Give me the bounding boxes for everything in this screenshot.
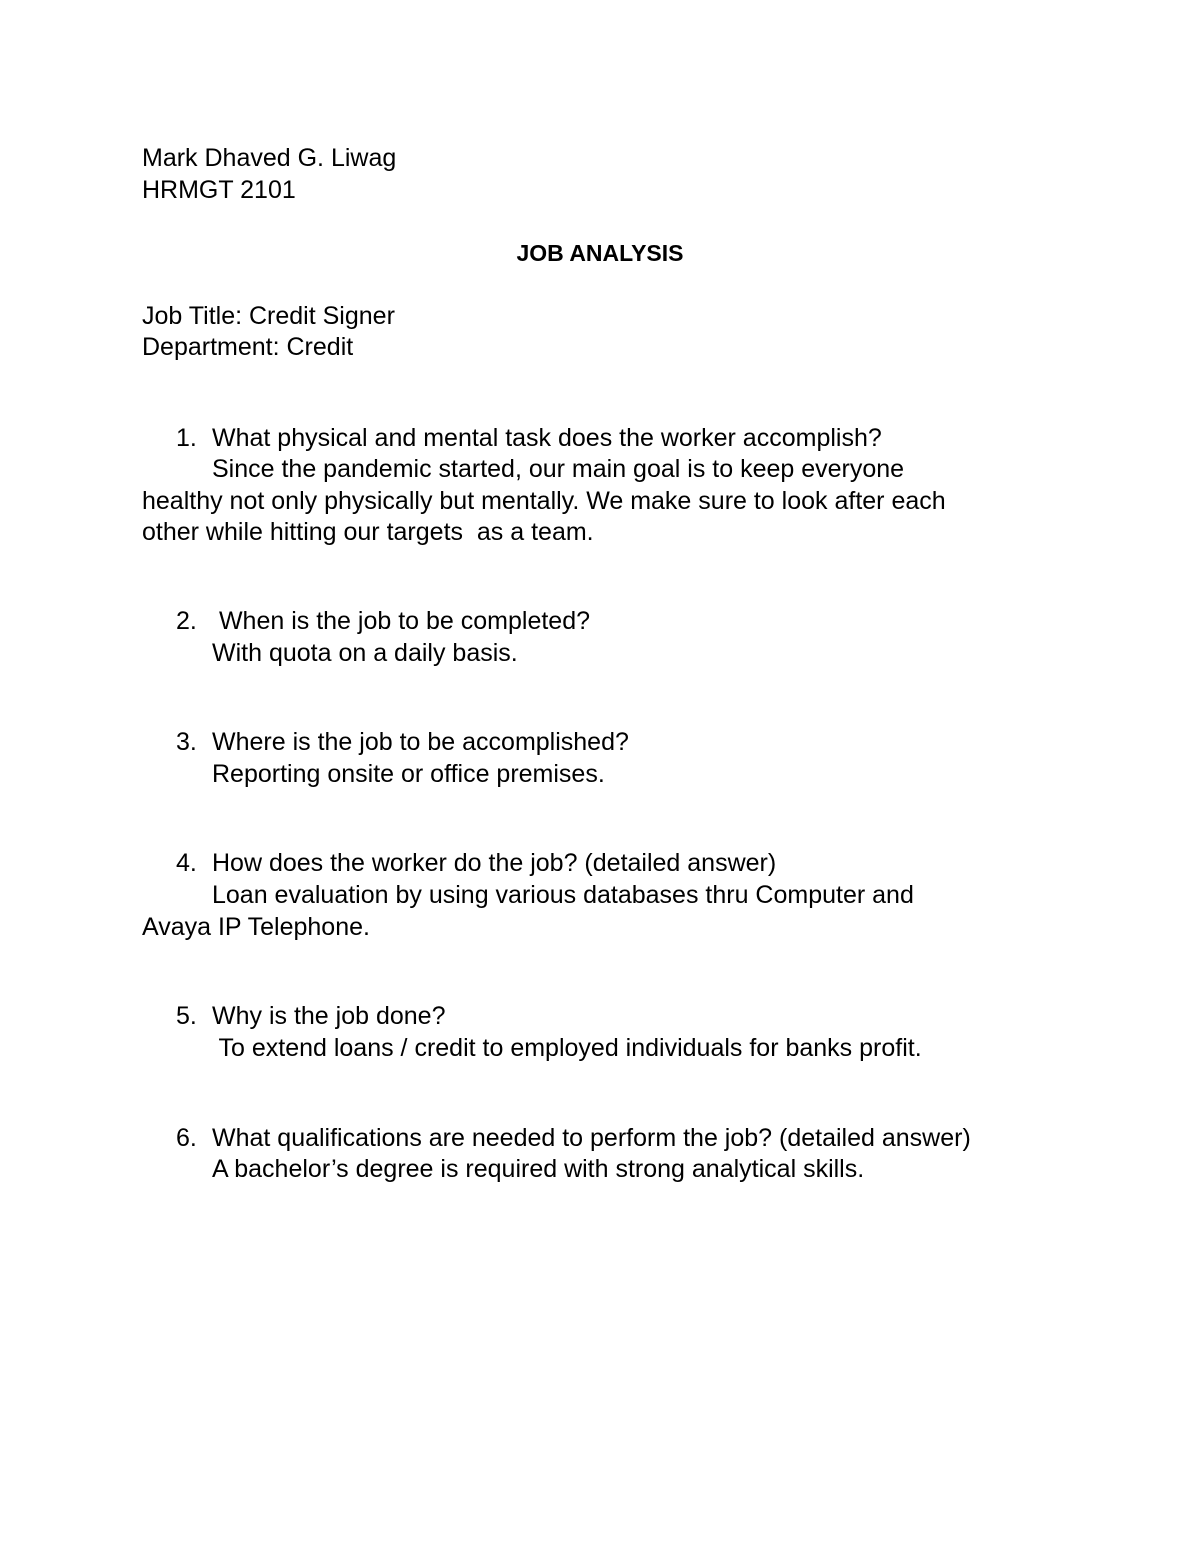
question-number: 2. [176,607,197,635]
author-name: Mark Dhaved G. Liwag [142,144,397,172]
question-text: What physical and mental task does the worker accomplish? [212,424,882,452]
department: Department: Credit [142,333,354,361]
question-number: 6. [176,1124,197,1152]
answer-line: Loan evaluation by using various databases thru Computer and [212,881,914,909]
answer-line: healthy not only physically but mentally. We make sure to look after each [142,487,946,515]
answer-line: Since the pandemic started, our main goal is to keep everyone [212,455,905,483]
document-title: JOB ANALYSIS [516,240,684,266]
question-text: Where is the job to be accomplished? [212,728,629,756]
answer-line: other while hitting our targets as a team. [142,518,594,546]
answer-line: A bachelor’s degree is required with strong analytical skills. [212,1155,865,1183]
answer-line: Avaya IP Telephone. [142,913,370,941]
question-number: 5. [176,1002,197,1030]
course-code: HRMGT 2101 [142,176,296,204]
question-text: What qualifications are needed to perform the job? (detailed answer) [212,1124,971,1152]
question-number: 3. [176,728,197,756]
job-title: Job Title: Credit Signer [142,302,395,330]
question-text: Why is the job done? [212,1002,446,1030]
question-text: How does the worker do the job? (detailed answer) [212,849,777,877]
question-text: When is the job to be completed? [212,607,591,635]
answer-line: Reporting onsite or office premises. [212,760,605,788]
answer-line: To extend loans / credit to employed individuals for banks profit. [212,1034,922,1062]
question-number: 4. [176,849,197,877]
question-number: 1. [176,424,197,452]
answer-line: With quota on a daily basis. [212,639,518,667]
